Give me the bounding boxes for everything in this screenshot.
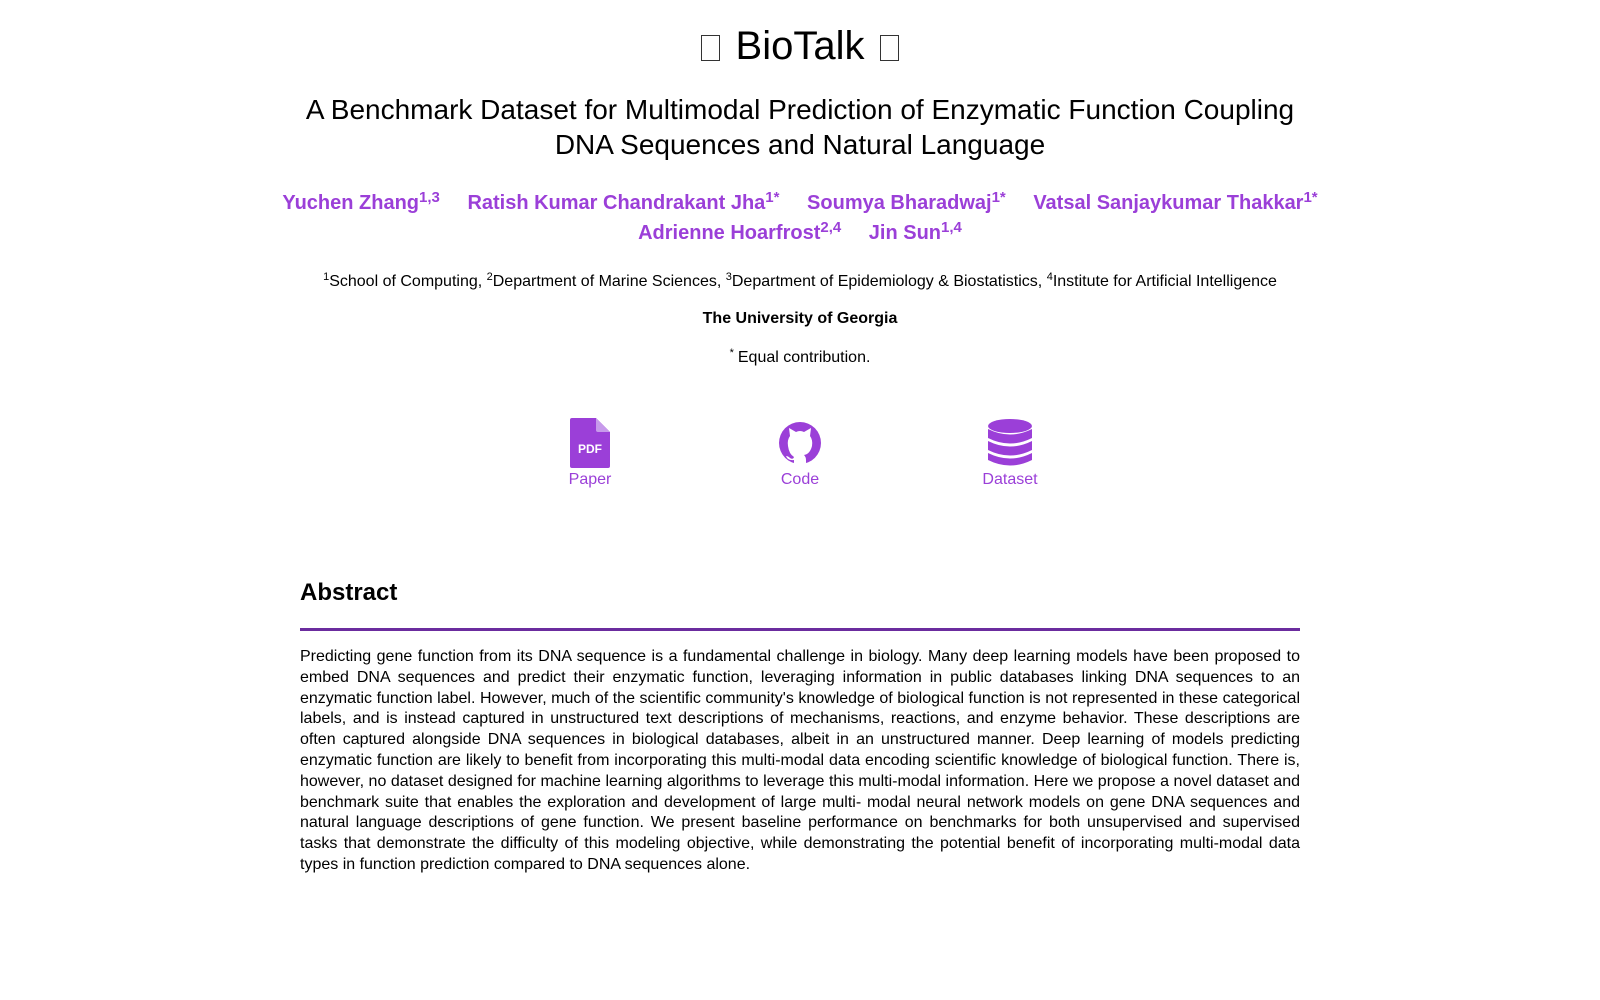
author-affiliation-mark: 2,4 (820, 219, 842, 236)
university-name: The University of Georgia (702, 310, 898, 327)
abstract-text: Predicting gene function from its DNA sequence is a fundamental challenge in biology. Many deep learning models have been proposed to embed DNA sequences and predict their enzymatic function, leveraging information in public databases linking DNA sequences to an enzymatic function label. However, much of the scientific community's knowledge of biological function is not represented in these categorical labels, and is instead captured in unstructured text descriptions of mechanisms, reactions, and enzyme behavior. These descriptions are often captured alongside DNA sequences in biological databases, albeit in an unstructured manner. Deep learning of models predicting enzymatic function are likely to benefit from incorporating this multi-modal data encoding scientific knowledge of biological function. There is, however, no dataset designed for machine learning algorithms to leverage this multi-modal information. Here we propose a novel dataset and benchmark suite that enables the exploration and development of large multi- modal neural network models on gene DNA sequences and natural language descriptions of gene function. We present baseline performance on benchmarks for both unsupervised and supervised tasks that demonstrate the difficulty of this modeling objective, while demonstrating the potential benefit of incorporating multi-modal data types in function prediction compared to DNA sequences alone. (300, 648, 1300, 873)
author-link[interactable] (869, 218, 962, 248)
missing-emoji-icon (880, 35, 899, 61)
dataset-link-label: Dataset (982, 471, 1038, 488)
author-link[interactable] (467, 188, 779, 218)
affiliation-mark: 3 (725, 271, 732, 283)
github-icon (776, 418, 824, 468)
author-affiliation-mark: 1* (991, 189, 1006, 206)
affiliation-mark: 4 (1046, 271, 1053, 283)
affiliation-text: Institute for Artificial Intelligence (1052, 273, 1277, 290)
paper-link-label: Paper (568, 471, 612, 488)
affiliation-list (0, 272, 1600, 292)
author-link[interactable] (638, 218, 841, 248)
database-icon (987, 418, 1033, 468)
affiliation-text: Department of Epidemiology & Biostatistics, (731, 273, 1047, 290)
abstract-heading: Abstract (300, 579, 398, 606)
dataset-link[interactable] (950, 418, 1070, 489)
pdf-icon-text: PDF (578, 442, 602, 456)
equal-contribution-note (0, 349, 1600, 367)
author-name: Vatsal Sanjaykumar Thakkar (1033, 192, 1304, 214)
author-affiliation-mark: 1* (765, 189, 780, 206)
equal-contribution-mark: * (729, 347, 734, 359)
abstract-divider (300, 628, 1300, 631)
author-link[interactable] (282, 188, 440, 218)
paper-subtitle: A Benchmark Dataset for Multimodal Prediction of Enzymatic Function Coupling DNA Sequences and Natural Language (305, 94, 1295, 160)
paper-link[interactable] (530, 418, 650, 489)
author-name: Yuchen Zhang (282, 192, 420, 214)
author-name: Soumya Bharadwaj (807, 192, 992, 214)
code-link[interactable] (740, 418, 860, 489)
author-link[interactable] (807, 188, 1006, 218)
affiliation-text: School of Computing, (329, 273, 487, 290)
pdf-file-icon (570, 418, 610, 468)
code-link-label: Code (780, 471, 820, 488)
missing-emoji-icon (701, 35, 720, 61)
affiliation-mark: 2 (486, 271, 493, 283)
author-affiliation-mark: 1* (1303, 189, 1318, 206)
title-text: BioTalk (735, 24, 865, 68)
author-affiliation-mark: 1,4 (941, 219, 962, 236)
author-affiliation-mark: 1,3 (419, 189, 440, 206)
equal-contribution-text: Equal contribution. (737, 349, 871, 366)
author-name: Ratish Kumar Chandrakant Jha (467, 192, 766, 214)
author-name: Adrienne Hoarfrost (638, 222, 821, 244)
page-title (0, 20, 1600, 72)
author-list (250, 188, 1350, 248)
affiliation-text: Department of Marine Sciences, (492, 273, 726, 290)
resource-links (0, 418, 1600, 498)
author-name: Jin Sun (868, 222, 942, 244)
author-link[interactable] (1033, 188, 1317, 218)
affiliation-mark: 1 (323, 271, 330, 283)
